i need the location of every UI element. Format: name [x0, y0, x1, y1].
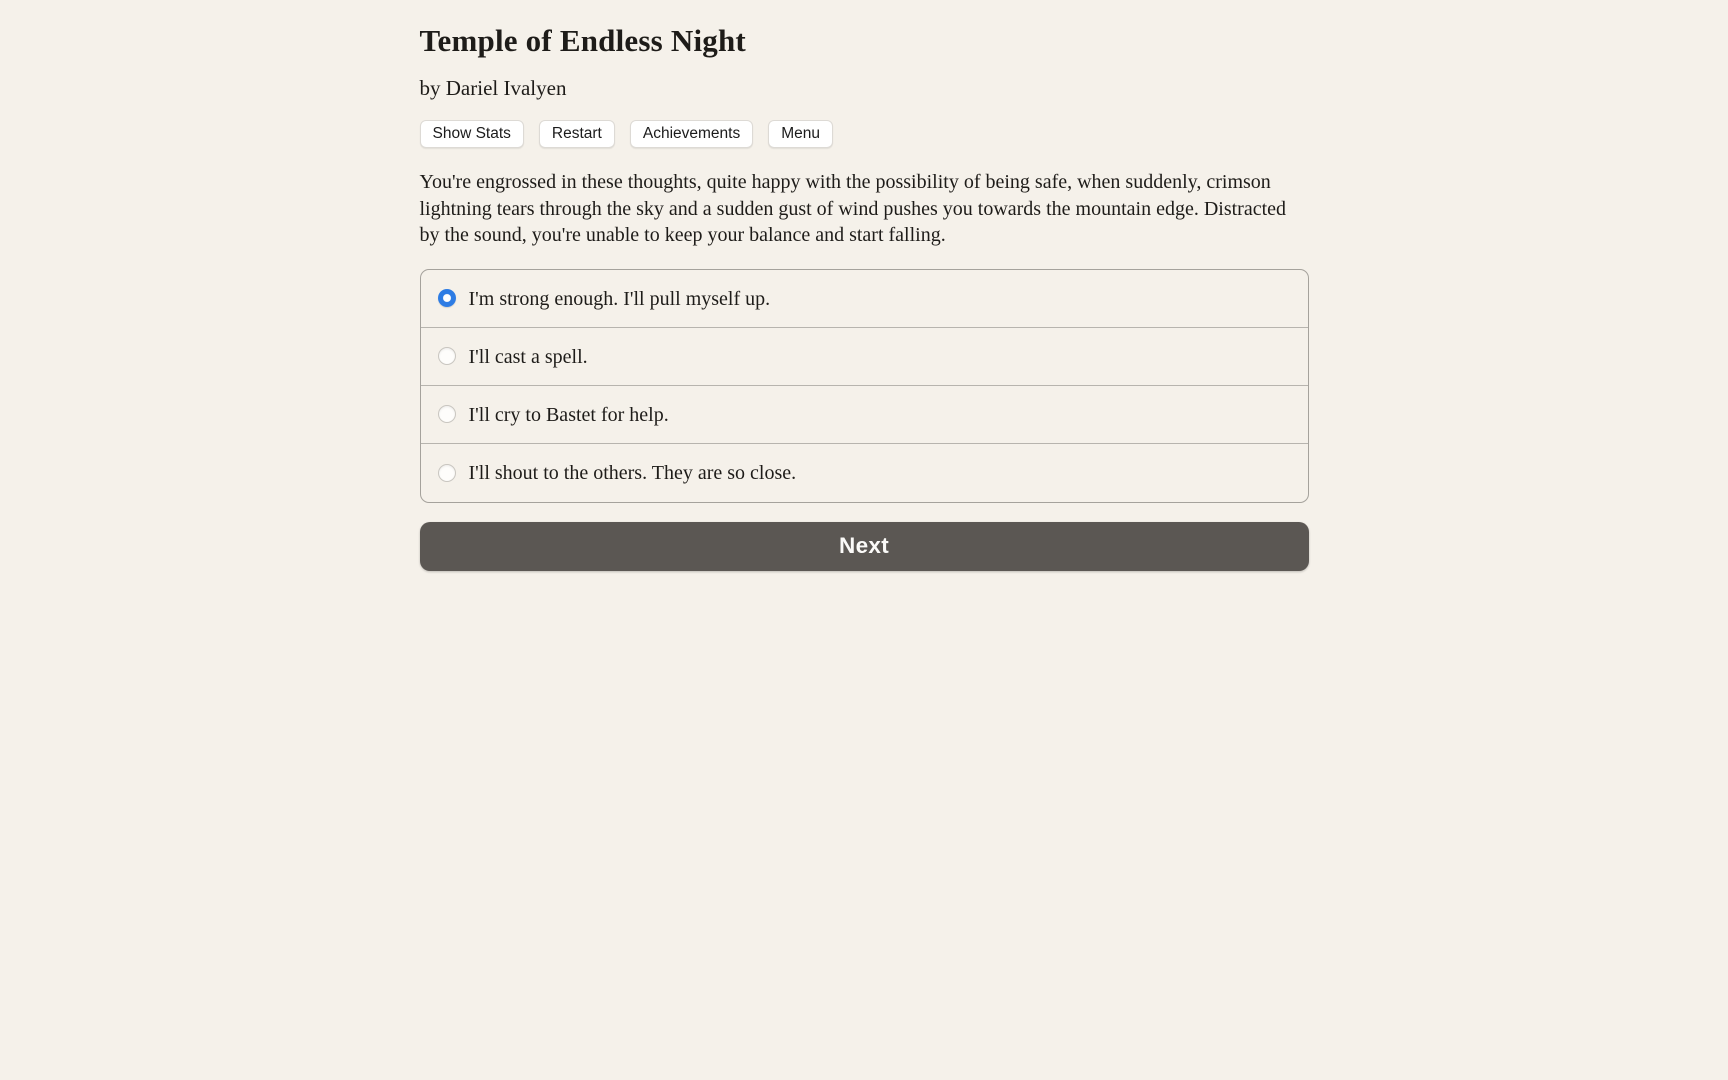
choice-radio-4[interactable] [438, 464, 456, 482]
restart-button[interactable]: Restart [539, 120, 615, 148]
choice-label-4: I'll shout to the others. They are so close. [468, 462, 797, 485]
choice-radio-3[interactable] [438, 405, 456, 423]
choice-radio-1[interactable] [438, 289, 456, 307]
achievements-button[interactable]: Achievements [630, 120, 753, 148]
next-button[interactable]: Next [420, 522, 1309, 571]
toolbar [420, 120, 1309, 148]
choice-label-2: I'll cast a spell. [468, 345, 588, 368]
author-byline: by Dariel Ivalyen [419, 76, 567, 101]
game-content [420, 0, 1309, 571]
show-stats-button[interactable]: Show Stats [420, 120, 524, 148]
choice-option-4[interactable] [421, 444, 1308, 502]
choice-list [420, 269, 1309, 503]
choice-label-1: I'm strong enough. I'll pull myself up. [468, 287, 771, 310]
choice-option-1[interactable] [421, 270, 1308, 328]
choice-radio-2[interactable] [438, 347, 456, 365]
menu-button[interactable]: Menu [768, 120, 833, 148]
choice-option-3[interactable] [421, 386, 1308, 444]
choice-option-2[interactable] [421, 328, 1308, 386]
choice-label-3: I'll cry to Bastet for help. [468, 403, 669, 426]
page-title: Temple of Endless Night [419, 23, 746, 58]
story-paragraph: You're engrossed in these thoughts, quite happy with the possibility of being safe, when suddenly, crimson lightning tears through the sky and a sudden gust of wind pushes you towards the mountain edge. Distracted by the sound, you're unable to keep your balance and start falling. [419, 171, 1287, 246]
